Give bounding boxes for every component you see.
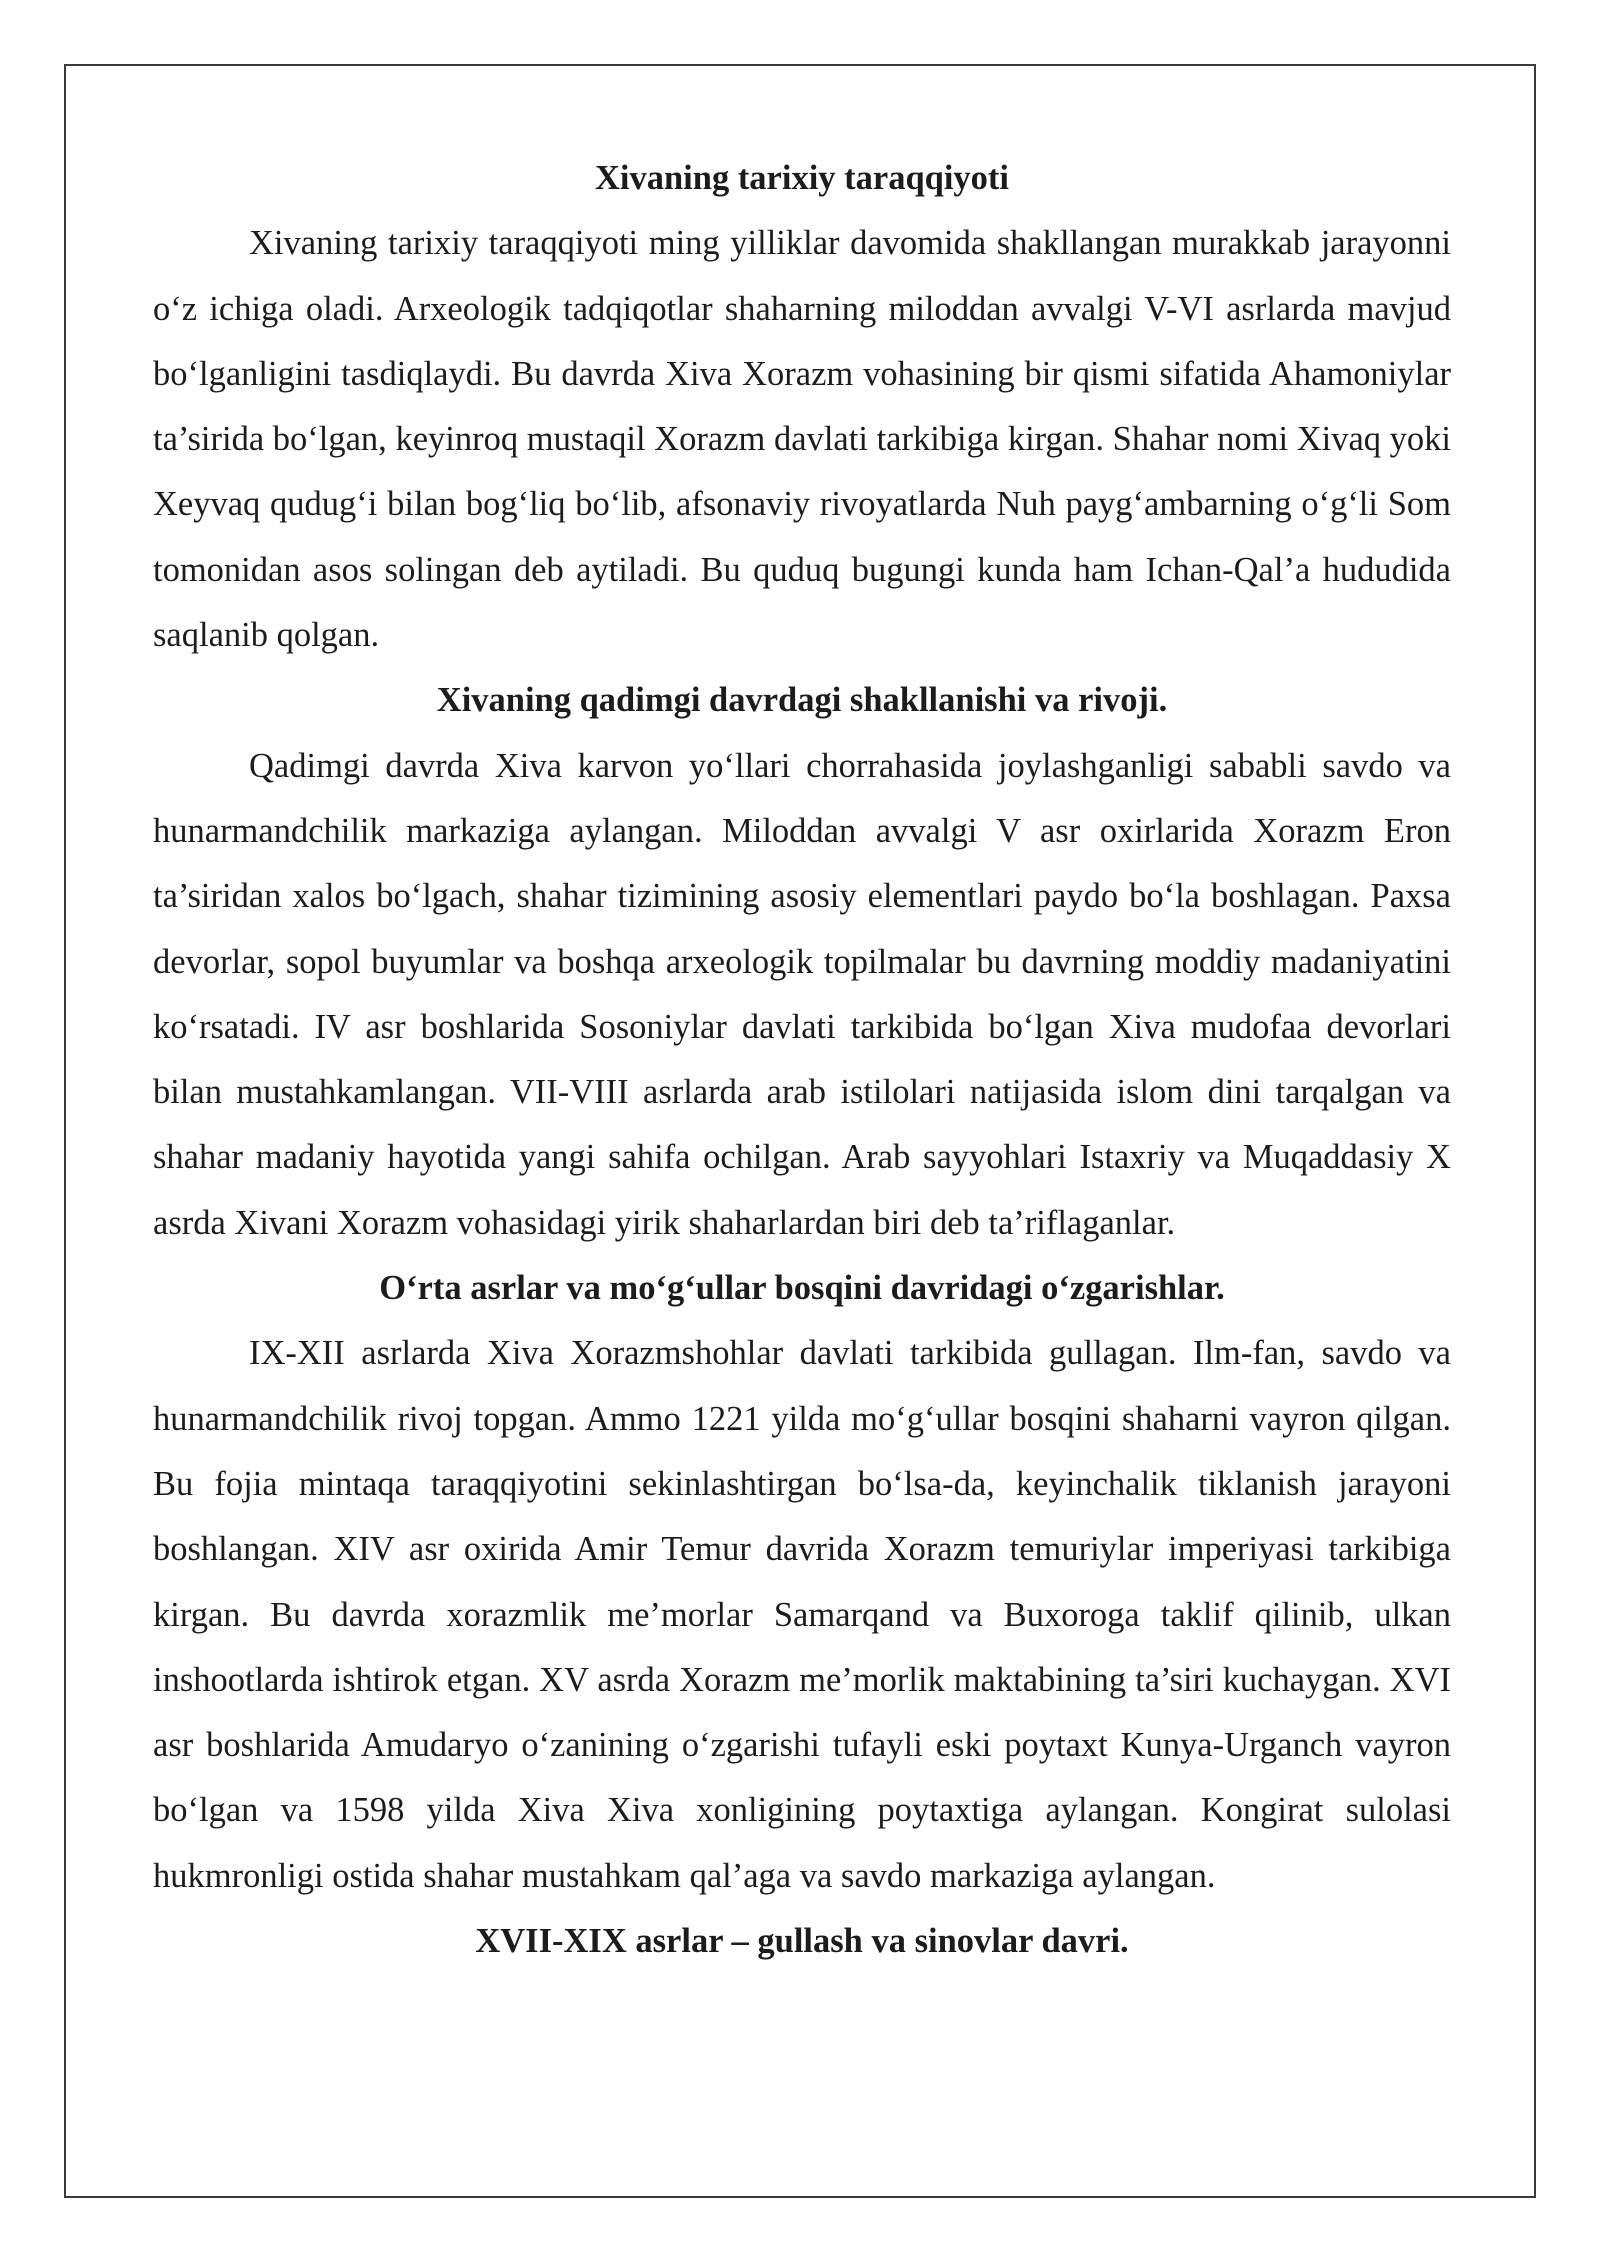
document-title: Xivaning tarixiy taraqqiyoti <box>594 159 1010 197</box>
intro-paragraph: Xivaning tarixiy taraqqiyoti ming yilliklar davomida shakllangan murakkab jarayonni o‘z ichiga oladi. Arxeologik tadqiqotlar shaharning miloddan avvalgi V-VI asrlarda mavjud bo‘lganligini tasdiqlaydi. Bu davrda Xiva Xorazm vohasining bir qismi sifatida Ahamoniylar ta’sirida bo‘lgan, keyinroq mustaqil Xorazm davlati tarkibiga kirgan. Shahar nomi Xivaq yoki Xeyvaq qudug‘i bilan bog‘liq bo‘lib, afsonaviy rivoyatlarda Nuh payg‘ambarning o‘g‘li Som tomonidan asos solingan deb aytiladi. Bu quduq bugungi kunda ham Ichan-Qal’a hududida saqlanib qolgan. <box>153 224 1451 655</box>
section-heading-ancient: Xivaning qadimgi davrdagi shakllanishi va rivoji. <box>436 681 1168 720</box>
document-body <box>153 146 1451 1974</box>
section-paragraph-medieval: IX-XII asrlarda Xiva Xorazmshohlar davlati tarkibida gullagan. Ilm-fan, savdo va hunarmandchilik rivoj topgan. Ammo 1221 yilda mo‘g‘ullar bosqini shaharni vayron qilgan. Bu fojia mintaqa taraqqiyotini sekinlashtirgan bo‘lsa-da, keyinchalik tiklanish jarayoni boshlangan. XIV asr oxirida Amir Temur davrida Xorazm temuriylar imperiyasi tarkibiga kirgan. Bu davrda xorazmlik me’morlar Samarqand va Buxoroga taklif qilinib, ulkan inshootlarda ishtirok etgan. XV asrda Xorazm me’morlik maktabining ta’siri kuchaygan. XVI asr boshlarida Amudaryo o‘zanining o‘zgarishi tufayli eski poytaxt Kunya-Urganch vayron bo‘lgan va 1598 yilda Xiva Xiva xonligining poytaxtiga aylangan. Kongirat sulolasi hukmronligi ostida shahar mustahkam qal’aga va savdo markaziga aylangan. <box>153 1334 1451 1895</box>
section-heading-17-19-centuries: XVII-XIX asrlar – gullash va sinovlar davri. <box>475 1922 1129 1961</box>
section-heading-medieval: O‘rta asrlar va mo‘g‘ullar bosqini davridagi o‘zgarishlar. <box>379 1269 1225 1308</box>
section-paragraph-ancient: Qadimgi davrda Xiva karvon yo‘llari chorrahasida joylashganligi sababli savdo va hunarmandchilik markaziga aylangan. Miloddan avvalgi V asr oxirlarida Xorazm Eron ta’siridan xalos bo‘lgach, shahar tizimining asosiy elementlari paydo bo‘la boshlagan. Paxsa devorlar, sopol buyumlar va boshqa arxeologik topilmalar bu davrning moddiy madaniyatini ko‘rsatadi. IV asr boshlarida Sosoniylar davlati tarkibida bo‘lgan Xiva mudofaa devorlari bilan mustahkamlangan. VII-VIII asrlarda arab istilolari natijasida islom dini tarqalgan va shahar madaniy hayotida yangi sahifa ochilgan. Arab sayyohlari Istaxriy va Muqaddasiy X asrda Xivani Xorazm vohasidagi yirik shaharlardan biri deb ta’riflaganlar. <box>153 746 1451 1242</box>
